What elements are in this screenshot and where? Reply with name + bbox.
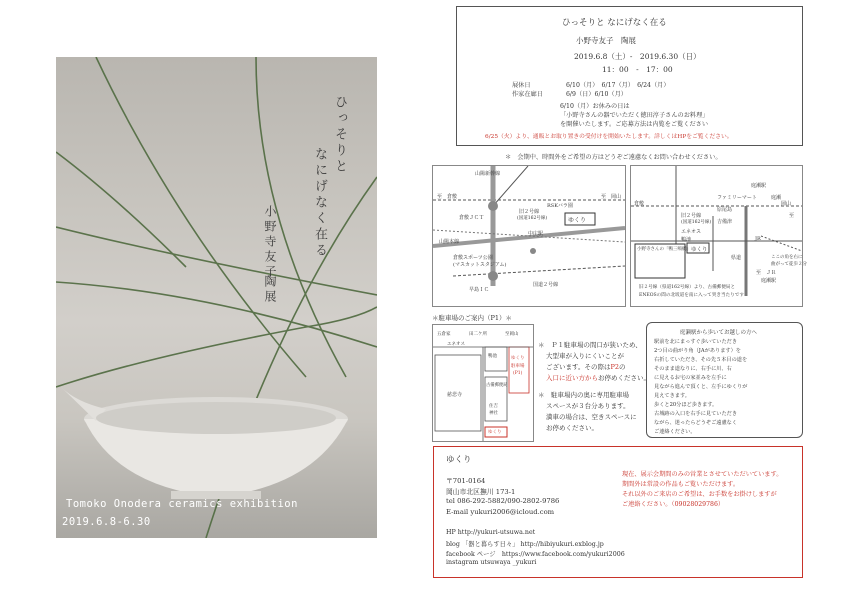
- map1-label-sanyo-line: 山陽本線: [439, 239, 460, 245]
- parking-label-sumiyoshi: 住吉: [489, 404, 498, 409]
- map1-label-hayashima: 早島ＩＣ: [469, 287, 490, 293]
- map2-label-turn-right: ここの角を右に: [771, 255, 803, 260]
- poster-artist: 小野寺友子: [263, 205, 277, 280]
- parking-label-p1: (P1): [513, 371, 523, 376]
- walk-line: そのまま道なりに、右手に川、右: [654, 366, 732, 372]
- map2-label-haraojima: 原尾島: [717, 207, 733, 213]
- map2-label-route162: (国道162号線): [681, 220, 712, 225]
- poster-title-line2: なにげなく在る: [312, 147, 327, 259]
- shop-name: ゆくり: [446, 455, 472, 465]
- walk-line: 見えてきます。: [654, 393, 690, 399]
- map1-label-yukuri: ゆくり: [568, 217, 587, 224]
- map2-label-eneos: エネオス: [681, 229, 701, 235]
- parking-text8: お停めください。: [546, 424, 598, 432]
- parking-label-kamoike: 鴨池: [488, 354, 497, 359]
- map1-label-sports-park: 倉敷スポーツ公園: [453, 255, 493, 261]
- parking-label-parking: 駐車場: [511, 364, 525, 369]
- info-red-note: 6/25（火）より、通販とお取り置きの受付けを開始いたします。詳しくはHPをご覧ください。: [485, 134, 733, 140]
- artist-present-days: 6/9（日）6/10（月）: [566, 91, 627, 98]
- poster-title-line1: ひっそりと: [332, 95, 347, 175]
- map2-label-kibitsu: 吉備津: [717, 219, 733, 225]
- parking-label-shrine: 神社: [489, 411, 498, 416]
- area-map: [432, 165, 626, 307]
- map2-label-walk: 曲がって徒歩２分: [771, 262, 807, 267]
- poster-artwork: [56, 57, 377, 538]
- map1-label-shinkansen: 山陽新幹線: [475, 171, 501, 177]
- map1-label-nakasho: 中庄駅: [528, 231, 544, 237]
- contact-box: [433, 446, 803, 578]
- map2-inset-note: 小野寺さんの「鴨三鳴橋」: [637, 247, 691, 252]
- walk-line: 駅前を北にまっすぐ歩いていただき: [654, 339, 738, 345]
- parking-text4: 入口に近い方からお停めください。: [546, 374, 650, 382]
- parking-label-yukuri-p: ゆくり: [511, 356, 525, 361]
- contact-red-note4: ご連絡ください。（09028029786）: [622, 501, 725, 508]
- artist-present-label: 作家在廊日: [512, 91, 543, 98]
- parking-label-temple: 慈悲寺: [447, 392, 463, 398]
- map2-label-prefroad: 県道: [731, 255, 742, 261]
- parking-map: [432, 324, 534, 442]
- walk-line: ながら、迷ったらどうぞご遠慮なく: [654, 420, 738, 426]
- exhibition-poster: [56, 57, 377, 538]
- poster-english-dates: 2019.6.8-6.30: [62, 516, 151, 528]
- walk-line: 右折していただき、その先５本目の道を: [654, 357, 748, 363]
- walk-line: 見ながら進んで頂くと、左手にゆくりが: [654, 384, 748, 390]
- map2-label-okayama: 岡山: [781, 201, 792, 207]
- parking-text1: ＊ Ｐ１駐車場の間口が狭いため、: [538, 341, 642, 349]
- overtime-notice: ＊ 会期中、時間外をご希望の方はどうぞご遠慮なくお問い合わせください。: [505, 154, 722, 161]
- map2-note1: 旧２号線（県道162号線）より、古備郵便局と: [639, 285, 736, 290]
- shop-email[interactable]: E-mail yukuri2006@icloud.com: [446, 508, 555, 516]
- contact-red-note2: 期間外は常設の作品もご覧いただけます。: [622, 481, 740, 488]
- info-dates: 2019.6.8（土）- 2019.6.30（日）: [574, 52, 701, 61]
- contact-red-note3: それ以外のご来店のご希望は、お手数をお掛けしますが: [622, 491, 777, 498]
- info-hours: 11：00 - 17：00: [602, 65, 673, 74]
- map1-label-route162: (国道162号線): [517, 216, 548, 221]
- map2-note2: ENEOSの間の北坂道を南に入って突き当たりです: [639, 293, 744, 298]
- shop-hp-link[interactable]: HP http://yukuri-utsuwa.net: [446, 529, 536, 536]
- walk-line: ご連絡ください。: [654, 429, 696, 435]
- info-artist: 小野寺友子 陶展: [576, 36, 636, 45]
- info-note2: 「小野寺さんの器でいただく徳田淳子さんのお料理」: [560, 112, 709, 119]
- contact-red-note1: 現在、展示会期間のみの営業とさせていただいています。: [622, 471, 783, 478]
- walk-line: 古城跡の入口を右手に見ていただき: [654, 411, 738, 417]
- map2-label-yukuri: ゆくり: [691, 247, 708, 253]
- shop-instagram-link[interactable]: instagram utsuwaya _yukuri: [446, 559, 537, 566]
- station-map: [630, 165, 807, 307]
- shop-zip: 〒701-0164: [446, 477, 486, 485]
- parking-text7: 満車の場合は、空きスペースに: [546, 413, 637, 421]
- map2-label-familymart: ファミリーマート: [717, 195, 757, 201]
- shop-facebook-link[interactable]: facebook ページ https://www.facebook.com/yukuri2006: [446, 551, 625, 558]
- parking-text6: スペースが３台分あります。: [546, 402, 630, 410]
- parking-text5: ＊ 駐車場内の奥に専用駐車場: [538, 391, 629, 399]
- shop-tel: tel 086-292-5882/090-2802-9786: [446, 497, 560, 505]
- map1-label-route2-old: 旧２号線: [519, 209, 540, 215]
- poster-event: 陶展: [263, 275, 277, 305]
- walk-line: 歩くと20分ほど歩きます。: [654, 402, 718, 408]
- walk-line: に見えるお宅の家並みを左手に: [654, 375, 727, 381]
- parking-label-to-okayama: 至岡山: [505, 332, 519, 337]
- poster-english-title: Tomoko Onodera ceramics exhibition: [66, 498, 298, 510]
- parking-text3: ございます。その際はP2の: [546, 363, 626, 371]
- shop-blog-link[interactable]: blog 「器と暮らす日々」 http://hibiyukuri.exblog.jp: [446, 541, 604, 548]
- parking-label-gokura: 五倉家: [437, 332, 451, 337]
- map2-label-niwase: 庭瀬駅: [751, 183, 767, 189]
- info-note3: を開催いたします。ご応募方法は内覧をご覧ください: [560, 121, 709, 128]
- parking-title: ＊駐車場のご案内（P1）＊: [432, 314, 513, 322]
- map2-label-jr: JR: [755, 236, 761, 242]
- parking-label-yukuri: ゆくり: [488, 430, 502, 435]
- map2-label-route2-old: 旧２号線: [681, 213, 702, 219]
- map2-label-kurashiki: 倉敷: [634, 201, 645, 207]
- map2-label-niwase-station: 庭瀬駅: [761, 278, 777, 284]
- map2-label-niwase-sub: 庭瀬: [771, 195, 782, 201]
- map2-label-to: 至: [789, 213, 795, 219]
- parking-text2: 大型車が入りにくいことが: [546, 352, 624, 360]
- parking-label-tani: 田二ケ所: [469, 332, 487, 337]
- info-note1: 6/10（月）お休みの日は: [560, 103, 630, 110]
- closed-days: 6/10（月） 6/17（月） 6/24（月）: [566, 82, 670, 89]
- map2-label-to-jr: 至 ＪＲ: [756, 270, 777, 276]
- info-title: ひっそりと なにげなく在る: [562, 18, 667, 28]
- closed-label: 展休日: [512, 82, 531, 89]
- walk-line: 2つ目の曲がり角（JAがあります）を: [654, 348, 741, 354]
- map1-label-jct: 倉敷ＪＣＴ: [459, 215, 485, 221]
- map1-label-stadium: (マスカットスタジアム): [453, 262, 507, 268]
- map1-label-route2: 国道２号線: [533, 282, 559, 288]
- map2-label-kamoike: 鴨池: [681, 237, 692, 243]
- map1-label-kurashiki: 至 倉敷: [437, 194, 458, 200]
- map1-label-rsk: RSKバラ園: [547, 203, 573, 209]
- shop-address: 岡山市北区撫川 173-1: [446, 488, 516, 496]
- walk-title: 庭瀬駅から歩いてお越しの方へ: [680, 330, 758, 336]
- parking-label-post: 古備郵便局: [486, 383, 508, 388]
- parking-label-eneos: エネオス: [447, 342, 465, 347]
- map1-label-okayama: 至 岡山: [601, 194, 622, 200]
